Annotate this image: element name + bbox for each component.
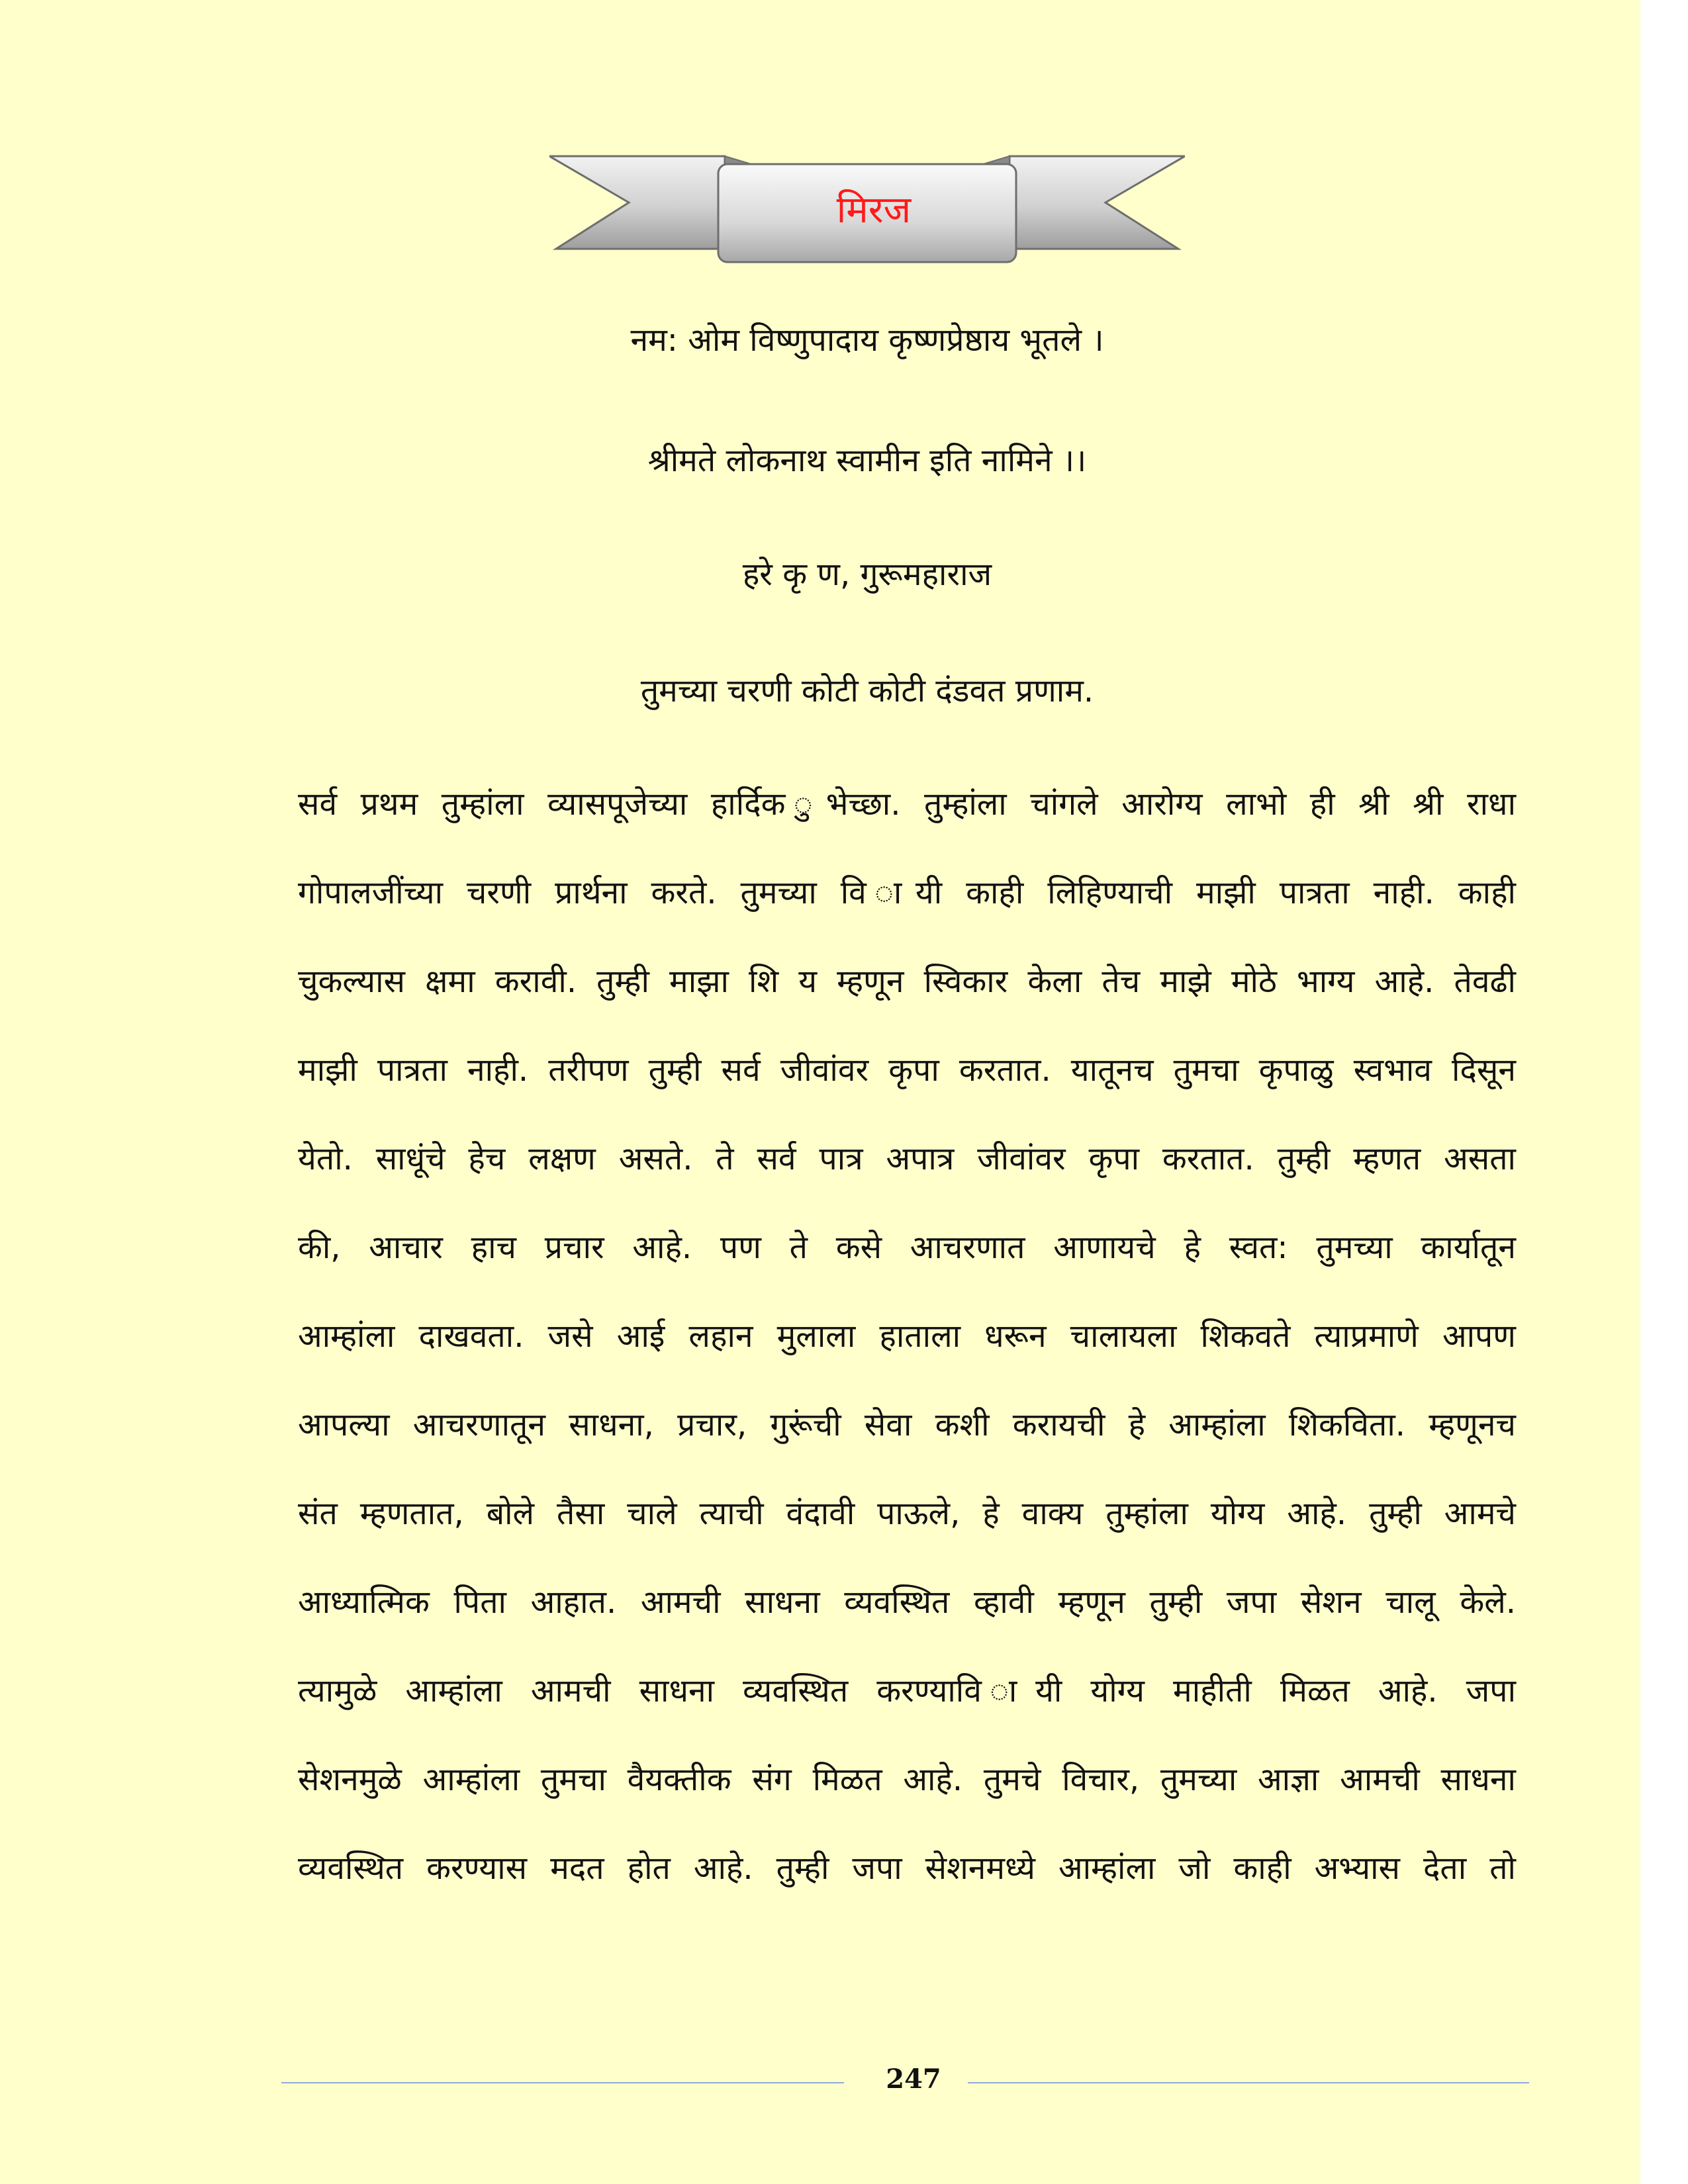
body-line: आम्हांला दाखवता. जसे आई लहान मुलाला हाताला धरून चालायला शिकवते त्याप्रमाणे आपण bbox=[298, 1318, 1516, 1355]
body-line: चुकल्यास क्षमा करावी. तुम्ही माझा शि य म्हणून स्विकार केला तेच माझे मोठे भाग्य आहे. तेवढी bbox=[298, 963, 1516, 1000]
banner-title: मिरज bbox=[836, 189, 912, 232]
body-line: माझी पात्रता नाही. तरीपण तुम्ही सर्व जीवांवर कृपा करतात. यातूनच तुमचा कृपाळु स्वभाव दिसून bbox=[298, 1052, 1516, 1089]
page-number: 247 bbox=[886, 2064, 941, 2095]
invocation-line-1: नम: ओम विष्णुपादाय कृष्णप्रेष्ठाय भूतले । bbox=[630, 322, 1104, 359]
invocation-line-2: श्रीमते लोकनाथ स्वामीन इति नामिने ।। bbox=[647, 442, 1087, 479]
greeting-line: हरे कृ ण, गुरूमहाराज bbox=[742, 556, 992, 593]
body-line: व्यवस्थित करण्यास मदत होत आहे. तुम्ही जपा सेशनमध्ये आम्हांला जो काही अभ्यास देता तो bbox=[298, 1850, 1516, 1887]
body-line: संत म्हणतात, बोले तैसा चाले त्याची वंदावी पाऊले, हे वाक्य तुम्हांला योग्य आहे. तुम्ही आमचे bbox=[298, 1495, 1516, 1532]
footer-rule-right bbox=[968, 2082, 1529, 2083]
footer-rule-left bbox=[281, 2082, 844, 2083]
body-line: येतो. साधूंचे हेच लक्षण असते. ते सर्व पात्र अपात्र जीवांवर कृपा करतात. तुम्ही म्हणत असता bbox=[298, 1140, 1516, 1177]
body-line: की, आचार हाच प्रचार आहे. पण ते कसे आचरणात आणायचे हे स्वत: तुमच्या कार्यातून bbox=[298, 1229, 1516, 1266]
body-line: गोपालजींच्या चरणी प्रार्थना करते. तुमच्या वि ायी काही लिहिण्याची माझी पात्रता नाही. काही bbox=[298, 874, 1516, 911]
body-line: सेशनमुळे आम्हांला तुमचा वैयक्तीक संग मिळत आहे. तुमचे विचार, तुमच्या आज्ञा आमची साधना bbox=[298, 1761, 1516, 1798]
body-line: आध्यात्मिक पिता आहात. आमची साधना व्यवस्थित व्हावी म्हणून तुम्ही जपा सेशन चालू केले. bbox=[298, 1584, 1516, 1621]
letter-body bbox=[298, 778, 1516, 1931]
body-line: आपल्या आचरणातून साधना, प्रचार, गुरूंची सेवा कशी करायची हे आम्हांला शिकविता. म्हणूनच bbox=[298, 1406, 1516, 1443]
body-line: त्यामुळे आम्हांला आमची साधना व्यवस्थित करण्यावि ायी योग्य माहीती मिळत आहे. जपा bbox=[298, 1672, 1516, 1709]
obeisance-line: तुमच्या चरणी कोटी कोटी दंडवत प्रणाम. bbox=[640, 672, 1094, 709]
body-line: सर्व प्रथम तुम्हांला व्यासपूजेच्या हार्दिक ुभेच्छा. तुम्हांला चांगले आरोग्य लाभो ही श्री श्री राधा bbox=[298, 786, 1516, 823]
